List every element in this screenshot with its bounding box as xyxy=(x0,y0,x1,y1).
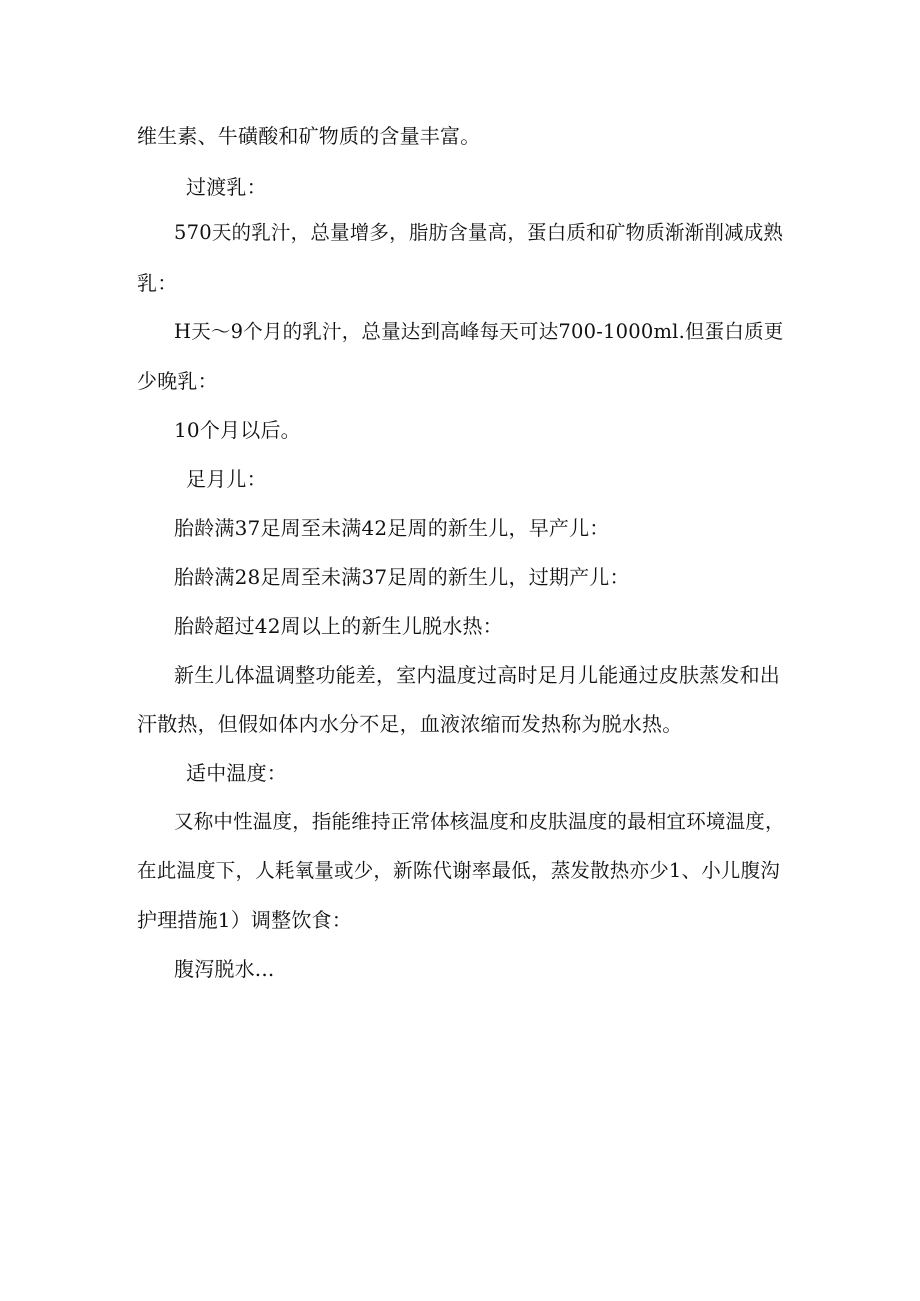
text-line: 胎龄超过42周以上的新生儿脱水热： xyxy=(174,614,503,638)
section-heading: 过渡乳： xyxy=(186,175,267,199)
text-line: 胎龄满28足周至未满37足周的新生儿，过期产儿： xyxy=(174,565,630,589)
text-line: 10个月以后。 xyxy=(174,418,301,442)
text-line: 汗散热，但假如体内水分不足，血液浓缩而发热称为脱水热。 xyxy=(137,712,683,736)
text-line: 570天的乳汁，总量增多，脂肪含量高，蛋白质和矿物质渐渐削减成熟 xyxy=(174,221,784,244)
text-line: 腹泻脱水... xyxy=(174,957,275,981)
text-line: 胎龄满37足周至未满42足周的新生儿，早产儿： xyxy=(174,516,610,540)
text-line: 少晚乳： xyxy=(137,369,218,393)
text-line: H天～9个月的乳汁，总量达到高峰每天可达700-1000ml.但蛋白质更 xyxy=(174,320,784,343)
section-heading: 适中温度： xyxy=(186,761,287,785)
text-line: 新生儿体温调整功能差，室内温度过高时足月儿能通过皮肤蒸发和出 xyxy=(174,663,780,687)
text-line: 护理措施1）调整饮食： xyxy=(137,908,352,932)
text-line: 维生素、牛磺酸和矿物质的含量丰富。 xyxy=(137,124,481,148)
section-heading: 足月儿： xyxy=(186,467,267,491)
text-line: 在此温度下，人耗氧量或少，新陈代谢率最低，蒸发散热亦少1、小儿腹沟 xyxy=(137,859,781,882)
text-line: 又称中性温度，指能维持正常体核温度和皮肤温度的最相宜环境温度， xyxy=(174,810,785,833)
text-line: 乳： xyxy=(137,271,178,295)
